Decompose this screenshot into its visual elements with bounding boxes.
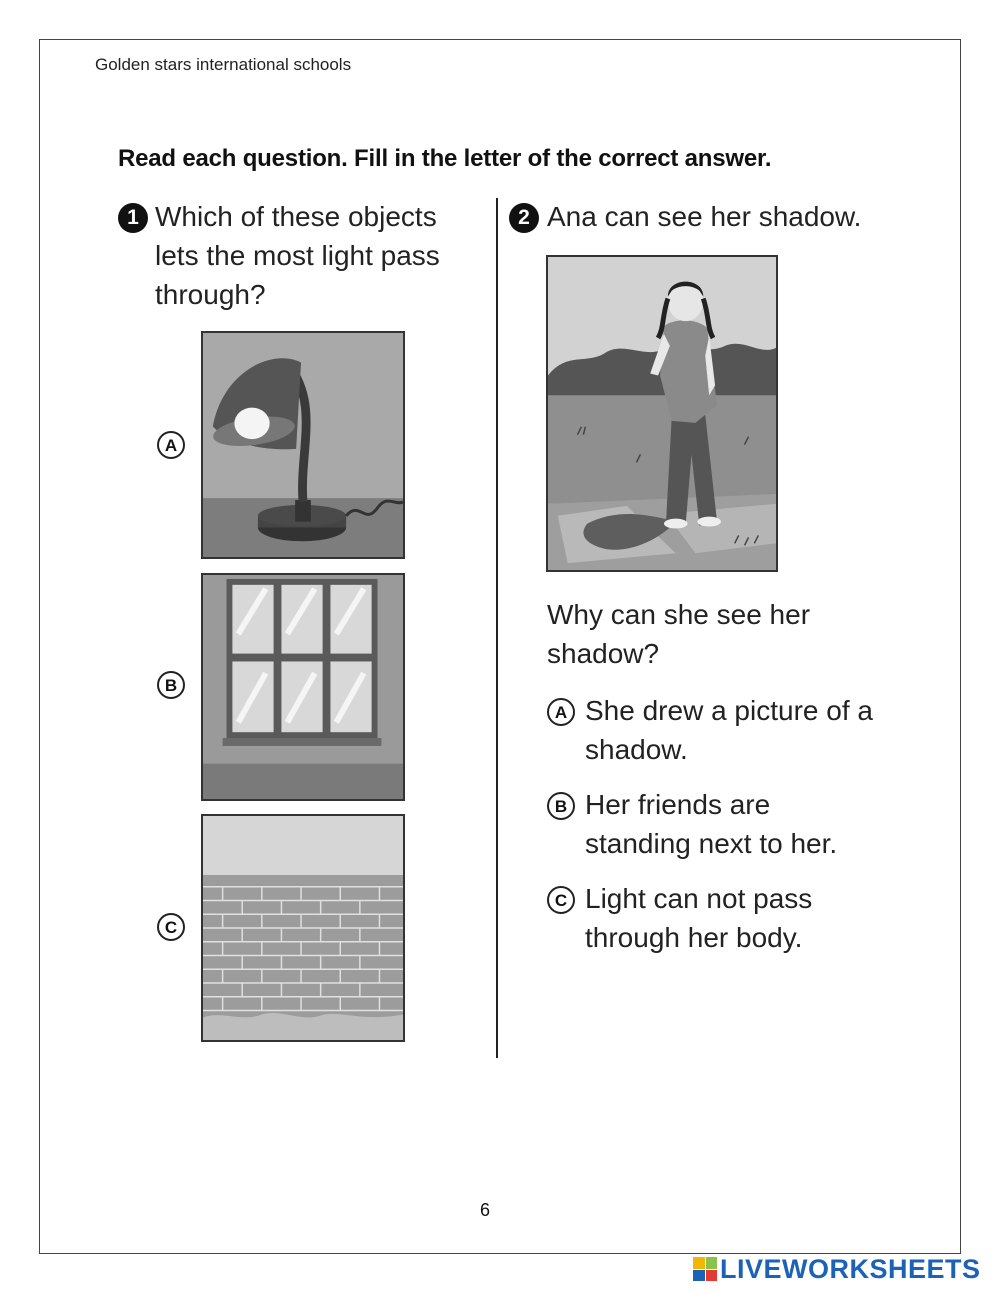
question-1-line: Which of these objects (155, 201, 437, 232)
q2-option-c-bubble[interactable]: C (547, 886, 575, 914)
question-2-number-badge: 2 (509, 203, 539, 233)
question-2-text: Ana can see her shadow. (547, 201, 862, 232)
option-line: Her friends are (585, 789, 771, 820)
q2-option-a-bubble[interactable]: A (547, 698, 575, 726)
q1-option-c-bubble[interactable]: C (157, 913, 185, 941)
question-1-number-badge: 1 (118, 203, 148, 233)
liveworksheets-logo-icon (693, 1257, 717, 1281)
question-1-line: lets the most light pass (155, 240, 440, 271)
column-divider (496, 198, 498, 1058)
question-1-text (155, 197, 440, 314)
brand-name: LIVEWORKSHEETS (720, 1253, 981, 1284)
question-2-prompt (547, 595, 810, 673)
question-1-line: through? (155, 279, 266, 310)
option-line: through her body. (585, 922, 803, 953)
q2-option-c-text (585, 879, 812, 957)
option-line: standing next to her. (585, 828, 838, 859)
instruction-heading: Read each question. Fill in the letter of the correct answer. (118, 145, 772, 172)
option-line: Light can not pass (585, 883, 813, 914)
brick-wall-picture (201, 814, 405, 1042)
option-line: shadow. (585, 734, 688, 765)
q2-option-a-text (585, 691, 873, 769)
school-name: Golden stars international schools (95, 55, 352, 74)
q2-option-b-text (585, 785, 837, 863)
girl-shadow-picture (546, 255, 778, 572)
question-2-prompt-line: Why can she see her (547, 599, 811, 630)
page-number: 6 (480, 1200, 491, 1220)
question-2-prompt-line: shadow? (547, 638, 660, 669)
q1-option-b-bubble[interactable]: B (157, 671, 185, 699)
q1-option-a-bubble[interactable]: A (157, 431, 185, 459)
q2-option-b-bubble[interactable]: B (547, 792, 575, 820)
desk-lamp-picture (201, 331, 405, 559)
option-line: She drew a picture of a (585, 695, 873, 726)
liveworksheets-brand[interactable] (693, 1254, 981, 1284)
window-picture (201, 573, 405, 801)
